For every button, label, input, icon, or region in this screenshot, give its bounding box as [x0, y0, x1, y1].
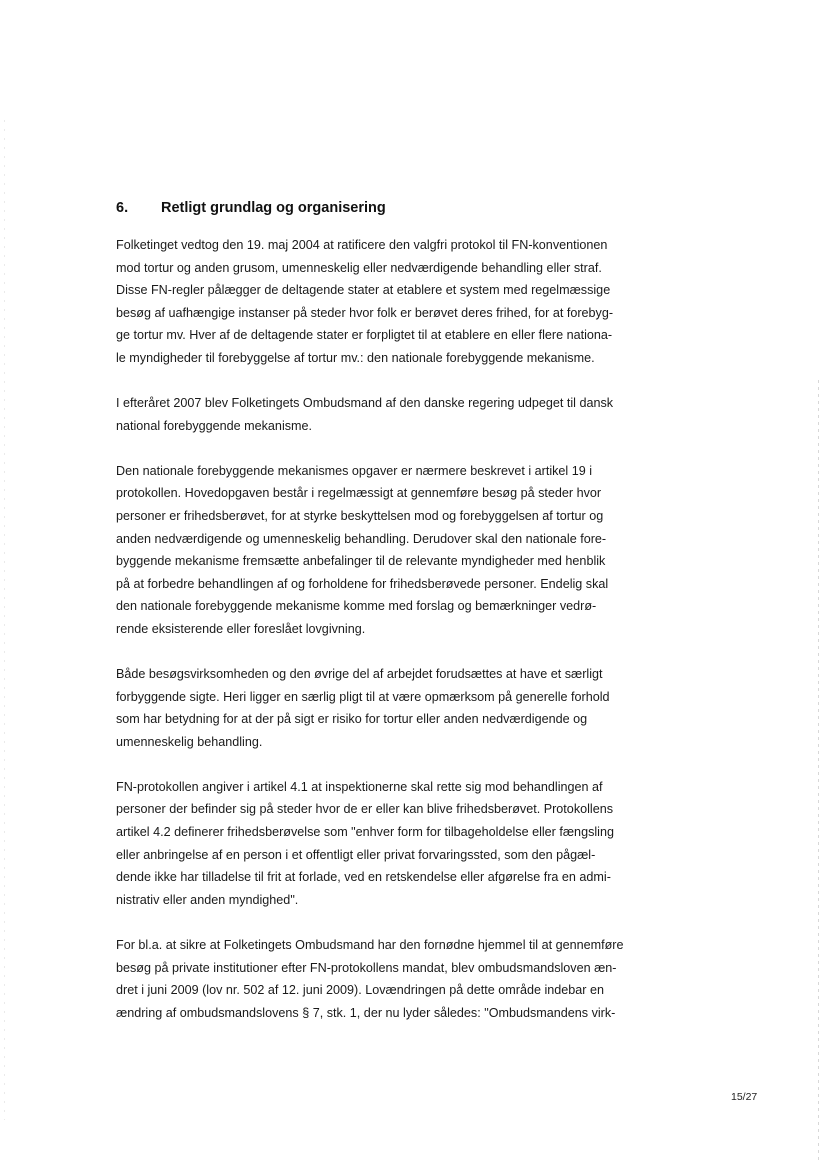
section-title: Retligt grundlag og organisering	[161, 200, 386, 216]
text-line: I efteråret 2007 blev Folketingets Ombudsmand af den danske regering udpeget til dansk	[116, 396, 614, 411]
text-line: besøg af uafhængige instanser på steder hvor folk er berøvet deres frihed, for at forebyg-	[116, 305, 614, 320]
paragraph-3	[116, 460, 636, 641]
text-line: dret i juni 2009 (lov nr. 502 af 12. juni 2009). Lovændringen på dette område indebar en	[116, 983, 604, 998]
text-line: den nationale forebyggende mekanisme komme med forslag og bemærkninger vedrø-	[116, 599, 597, 614]
section-heading	[116, 200, 386, 216]
text-line: eller anbringelse af en person i et offentligt eller privat forvaringssted, som den pågæl-	[116, 847, 596, 862]
paragraph-2	[116, 392, 636, 437]
text-line: på at forbedre behandlingen af og forholdene for frihedsberøvede personer. Endelig skal	[116, 576, 609, 591]
text-line: personer der befinder sig på steder hvor de er eller kan blive frihedsberøvet. Protokollens	[116, 802, 614, 817]
text-line: For bl.a. at sikre at Folketingets Ombudsmand har den fornødne hjemmel til at gennemføre	[116, 937, 624, 952]
text-line: ge tortur mv. Hver af de deltagende stater er forpligtet til at etablere en eller flere nationa-	[116, 328, 613, 343]
text-line: FN-protokollen angiver i artikel 4.1 at inspektionerne skal rette sig mod behandlingen af	[116, 779, 603, 794]
text-line: Disse FN-regler pålægger de deltagende stater at etablere et system med regelmæssige	[116, 283, 611, 298]
paragraph-5	[116, 776, 636, 912]
text-line: Både besøgsvirksomheden og den øvrige del af arbejdet forudsættes at have et særligt	[116, 667, 603, 681]
text-line: artikel 4.2 definerer frihedsberøvelse som "enhver form for tilbageholdelse eller fængsling	[116, 825, 614, 840]
text-line: rende eksisterende eller foreslået lovgivning.	[116, 621, 366, 636]
paragraph-1	[116, 234, 636, 370]
text-line: national forebyggende mekanisme.	[116, 418, 313, 433]
section-number: 6.	[116, 200, 129, 216]
text-line: ændring af ombudsmandslovens § 7, stk. 1, der nu lyder således: "Ombudsmandens virk-	[116, 1005, 616, 1020]
text-line: forbyggende sigte. Heri ligger en særlig pligt til at være opmærksom på generelle forhold	[116, 689, 610, 704]
text-line: besøg på private institutioner efter FN-protokollens mandat, blev ombudsmandsloven æn-	[116, 960, 617, 975]
text-line: anden nedværdigende og umenneskelig behandling. Derudover skal den nationale fore-	[116, 531, 607, 546]
text-line: personer er frihedsberøvet, for at styrke beskyttelsen mod og forebyggelsen af tortur og	[116, 508, 604, 523]
text-line: protokollen. Hovedopgaven består i regelmæssigt at gennemføre besøg på steder hvor	[116, 486, 602, 501]
text-line: byggende mekanisme fremsætte anbefalinger til de relevante myndigheder med henblik	[116, 554, 606, 569]
scan-edge-right	[818, 380, 819, 1160]
text-line: dende ikke har tilladelse til frit at forlade, ved en retskendelse eller afgørelse fra en admi-	[116, 870, 611, 885]
text-line: Folketinget vedtog den 19. maj 2004 at ratificere den valgfri protokol til FN-konventionen	[116, 238, 608, 252]
text-line: nistrativ eller anden myndighed".	[116, 892, 299, 907]
body-text	[116, 234, 636, 1047]
page-number: 15/27	[731, 1091, 758, 1103]
text-line: Den nationale forebyggende mekanismes opgaver er nærmere beskrevet i artikel 19 i	[116, 463, 593, 478]
text-line: umenneskelig behandling.	[116, 734, 263, 749]
text-line: som har betydning for at der på sigt er risiko for tortur eller anden nedværdigende og	[116, 712, 588, 727]
paragraph-4	[116, 663, 636, 753]
text-line: mod tortur og anden grusom, umenneskelig eller nedværdigende behandling eller straf.	[116, 260, 602, 275]
scan-edge-left	[4, 120, 5, 1120]
paragraph-6	[116, 934, 636, 1024]
text-line: le myndigheder til forebyggelse af tortur mv.: den nationale forebyggende mekanisme.	[116, 350, 595, 365]
